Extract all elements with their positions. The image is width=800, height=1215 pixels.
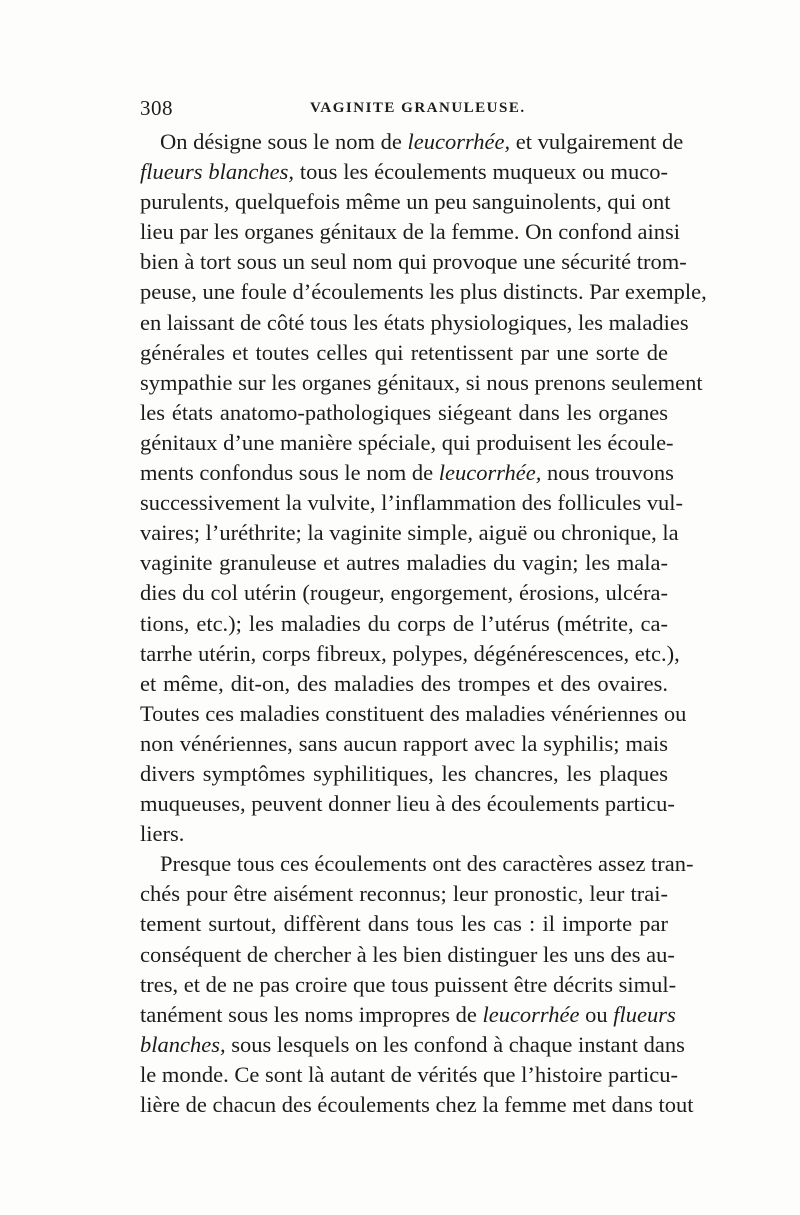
text-line xyxy=(140,157,668,187)
running-title: VAGINITE GRANULEUSE. xyxy=(310,100,526,116)
text-run: tement surtout, diffèrent dans tous les cas : il importe par xyxy=(140,911,668,937)
text-run: tous les écoulements muqueux ou muco- xyxy=(294,159,668,185)
text-run: tres, et de ne pas croire que tous puissent être décrits simul- xyxy=(140,971,677,997)
text-line xyxy=(140,1090,694,1120)
text-run: génitaux d’une manière spéciale, qui produisent les écoule- xyxy=(140,429,674,455)
text-run: les états anatomo-pathologiques siégeant dans les organes xyxy=(140,399,668,425)
text-line xyxy=(140,819,668,849)
text-run: lière de chacun des écoulements chez la femme met dans tout xyxy=(140,1092,694,1117)
italic-term: leucorrhée, xyxy=(438,460,542,486)
text-line xyxy=(140,428,674,458)
text-line xyxy=(140,970,677,1000)
italic-term: leucorrhée, xyxy=(407,129,511,154)
text-run: vaires; l’uréthrite; la vaginite simple, aiguë ou chronique, la xyxy=(140,520,679,546)
text-line xyxy=(140,940,675,970)
text-run: et même, dit-on, des maladies des trompes et des ovaires. xyxy=(140,670,668,696)
text-run: successivement la vulvite, l’inflammation des follicules vul- xyxy=(140,490,683,516)
italic-term: leucorrhée xyxy=(482,1001,580,1027)
italic-term: blanches, xyxy=(140,1031,226,1057)
text-run: liers. xyxy=(140,821,185,847)
text-line xyxy=(140,1030,685,1060)
text-run: non vénériennes, sans aucun rapport avec la syphilis; mais xyxy=(140,730,668,756)
text-line xyxy=(140,1000,676,1030)
text-line xyxy=(140,488,683,518)
text-run: peuse, une foule d’écoulements les plus distincts. Par exemple, xyxy=(140,279,707,305)
text-run: conséquent de chercher à les bien distinguer les uns des au- xyxy=(140,941,675,967)
text-run: tions, etc.); les maladies du corps de l’utérus (métrite, ca- xyxy=(140,610,668,636)
text-line xyxy=(140,548,668,578)
text-run: générales et toutes celles qui retentissent par une sorte de xyxy=(140,339,668,365)
text-line xyxy=(140,789,675,819)
text-run: vaginite granuleuse et autres maladies du vagin; les mala- xyxy=(140,550,668,576)
text-line xyxy=(140,458,674,488)
text-line xyxy=(140,518,679,548)
text-line xyxy=(140,308,689,338)
text-line xyxy=(140,849,694,879)
body-text xyxy=(140,127,707,1120)
text-run: lieu par les organes génitaux de la femme. On confond ainsi xyxy=(140,219,681,245)
text-line xyxy=(140,669,668,699)
text-line xyxy=(140,338,668,368)
text-line xyxy=(140,699,687,729)
text-run: Presque tous ces écoulements ont des caractères assez tran- xyxy=(160,851,694,877)
text-line xyxy=(140,609,668,639)
text-line xyxy=(140,578,668,608)
text-run: On désigne sous le nom de xyxy=(160,129,408,154)
text-line xyxy=(140,398,668,428)
text-run: sympathie sur les organes génitaux, si nous prenons seulement xyxy=(140,369,703,395)
text-run: tarrhe utérin, corps fibreux, polypes, dégénérescences, etc.), xyxy=(140,640,680,666)
text-run: le monde. Ce sont là autant de vérités que l’histoire particu- xyxy=(140,1061,678,1087)
text-run: bien à tort sous un seul nom qui provoque une sécurité trom- xyxy=(140,249,687,275)
text-run: muqueuses, peuvent donner lieu à des écoulements particu- xyxy=(140,791,675,817)
text-line xyxy=(140,368,703,398)
text-run: en laissant de côté tous les états physiologiques, les maladies xyxy=(140,309,689,335)
text-run: tanément sous les noms impropres de xyxy=(140,1001,483,1027)
text-run: purulents, quelquefois même un peu sanguinolents, qui ont xyxy=(140,189,671,215)
text-run: chés pour être aisément reconnus; leur pronostic, leur trai- xyxy=(140,881,668,907)
text-line xyxy=(140,879,668,909)
text-run: dies du col utérin (rougeur, engorgement, érosions, ulcéra- xyxy=(140,580,668,606)
text-run: sous lesquels on les confond à chaque instant dans xyxy=(225,1031,685,1057)
running-head xyxy=(140,96,668,122)
text-line xyxy=(140,127,684,157)
text-run: ou xyxy=(579,1001,614,1027)
text-line xyxy=(140,1060,678,1090)
paragraph-1 xyxy=(140,127,707,849)
page-number: 308 xyxy=(140,96,173,120)
paragraph-2 xyxy=(140,849,694,1120)
text-line xyxy=(140,217,681,247)
text-line xyxy=(140,277,707,307)
text-line xyxy=(140,729,668,759)
text-line xyxy=(140,909,668,939)
italic-term: flueurs xyxy=(613,1001,676,1027)
text-line xyxy=(140,759,668,789)
text-line xyxy=(140,187,671,217)
text-run: et vulgairement de xyxy=(510,129,684,154)
text-run: divers symptômes syphilitiques, les chancres, les plaques xyxy=(140,760,668,786)
text-run: Toutes ces maladies constituent des maladies vénériennes ou xyxy=(140,700,687,726)
text-run: nous trouvons xyxy=(541,460,674,486)
text-line xyxy=(140,247,687,277)
text-run: ments confondus sous le nom de xyxy=(140,460,439,486)
text-line xyxy=(140,639,680,669)
italic-term: flueurs blanches, xyxy=(140,159,294,185)
